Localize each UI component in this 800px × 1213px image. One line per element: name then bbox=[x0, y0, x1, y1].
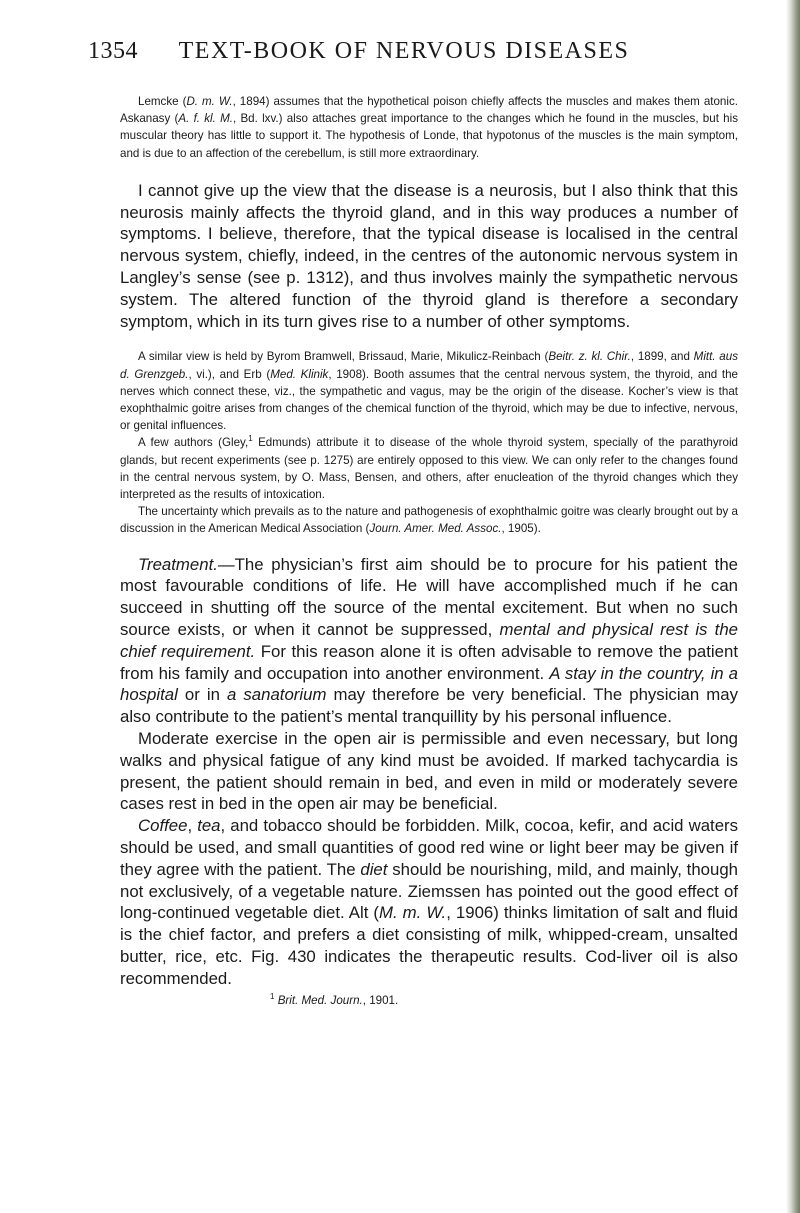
text-span: The uncertainty which prevails as to the nature and pathogenesis of exophthalmic goitre was clearly brought out by a discussion in the American Medical Association ( bbox=[120, 505, 738, 536]
footnote-marker: 1 bbox=[270, 991, 275, 1001]
page-header bbox=[70, 38, 738, 68]
paragraph-exercise bbox=[120, 728, 738, 815]
text-span: , Bd. lxv.) also attaches great importance to the changes which he found in the muscles, but his muscular theory has little to support it. The hypothesis of Londe, that hypotonus of the muscles is the main symptom, and is due to an affection of the cerebellum, is still more extraordinary. bbox=[120, 112, 738, 160]
italic-span: diet bbox=[360, 859, 388, 879]
text-span: , vi.), and Erb ( bbox=[188, 367, 271, 381]
italic-span: Mitt. aus d. Grenzgeb. bbox=[120, 350, 739, 381]
text-span: A few authors (Gley, bbox=[138, 436, 249, 450]
text-span: , 1901. bbox=[362, 993, 399, 1007]
text-span: Moderate exercise in the open air is permissible and even necessary, but long walks and physical fatigue of any kind must be avoided. If marked tachycardia is present, the patient should remain in bed, and even in mild or moderately severe cases rest in bed in the open air may be beneficial. bbox=[120, 729, 738, 814]
text-span: may therefore be very beneficial. The physician may also contribute to the patient’s mental tranquillity by his personal influence. bbox=[120, 685, 738, 727]
paragraph-diet bbox=[120, 815, 738, 989]
footnote-marker: 1 bbox=[248, 434, 253, 444]
text-span: , 1899, and bbox=[630, 350, 694, 364]
text-span: Edmunds) attribute it to disease of the whole thyroid system, specially of the parathyroid glands, but recent experiments (see p. 1275) are entirely opposed to this view. We can only refer to the changes found in the central nervous system, by O. Mass, Bensen, and others, after enucleation of the thyroid changes which they interpreted as the results of intoxication. bbox=[120, 436, 738, 502]
paragraph-theories-lemcke bbox=[120, 93, 738, 162]
italic-span: M. m. W. bbox=[378, 903, 447, 923]
page-number: 1354 bbox=[88, 38, 138, 64]
italic-span: D. m. W. bbox=[186, 95, 233, 108]
text-span: A similar view is held by Byrom Bramwell, Brissaud, Marie, Mikulicz-Reinbach ( bbox=[138, 350, 549, 364]
italic-span: A stay in the country, in a hospital bbox=[120, 663, 738, 705]
text-span: , and tobacco should be forbidden. Milk, cocoa, kefir, and acid waters should be used, and small quantities of good red wine or light beer may be given if they agree with the patient. The bbox=[120, 816, 738, 879]
paragraph-parathyroid bbox=[120, 434, 738, 503]
paragraph-author-view bbox=[120, 180, 738, 333]
text-span: , 1906) thinks limitation of salt and fluid is the chief factor, and prefers a diet consisting of milk, whipped-cream, unsalted butter, rice, etc. Fig. 430 indicates the therapeutic results. Cod-liver oil is also recommended. bbox=[120, 903, 738, 988]
footnote bbox=[270, 991, 738, 1007]
italic-span: Brit. Med. Journ. bbox=[277, 993, 363, 1007]
italic-span: Beitr. z. kl. Chir. bbox=[548, 350, 631, 364]
text-span: or in bbox=[177, 685, 228, 705]
italic-span: mental and physical rest is the chief requirement. bbox=[120, 620, 738, 661]
text-span: Lemcke ( bbox=[138, 95, 187, 108]
italic-span: tea bbox=[197, 816, 221, 836]
text-span: I cannot give up the view that the disease is a neurosis, but I also think that this neurosis mainly affects the thyroid gland, and in this way produces a number of symptoms. I believe, therefore, that the typical disease is localised in the central nervous system, chiefly, indeed, in the centres of the autonomic nervous system in Langley’s sense (see p. 1312), and thus involves mainly the sympathetic nervous system. The altered function of the thyroid gland is therefore a secondary symptom, which in its turn gives rise to a number of other symptoms. bbox=[120, 180, 738, 331]
text-span: For this reason alone it is often advisable to remove the patient from his family and occupation into another environment. bbox=[120, 641, 738, 683]
italic-span: Coffee bbox=[138, 816, 188, 836]
italic-span: Med. Klinik bbox=[270, 367, 329, 381]
italic-span: Journ. Amer. Med. Assoc. bbox=[369, 522, 502, 536]
italic-span: Treatment. bbox=[138, 554, 218, 574]
paragraph-treatment bbox=[120, 554, 738, 728]
paragraph-similar-view bbox=[120, 348, 738, 434]
paragraph-uncertainty bbox=[120, 503, 738, 537]
page-edge-shadow bbox=[786, 0, 800, 1213]
text-span: , bbox=[187, 816, 198, 836]
text-span: should be nourishing, mild, and mainly, though not exclusively, of a vegetable nature. Ziemssen has pointed out the good effect of long-continued vegetable diet. Alt ( bbox=[120, 859, 738, 923]
text-span: , 1894) assumes that the hypothetical poison chiefly affects the muscles and makes them atonic. Askanasy ( bbox=[120, 95, 738, 126]
italic-span: A. f. kl. M. bbox=[178, 112, 233, 126]
text-span: —The physician’s first aim should be to procure for his patient the most favourable conditions of life. He will have accomplished much if he can succeed in shutting off the source of the mental excitement. But when no such source exists, or when it cannot be suppressed, bbox=[120, 554, 738, 640]
text-span: , 1908). Booth assumes that the central nervous system, the thyroid, and the nerves which connect these, viz., the sympathetic and vagus, may be the origin of the disease. Kocher’s view is that exophthalmic goitre arises from changes of the chemical function of the thyroid, which may be due to infective, nervous, or genital influences. bbox=[120, 367, 738, 433]
text-span: , 1905). bbox=[501, 522, 541, 536]
running-title: TEXT-BOOK OF NERVOUS DISEASES bbox=[178, 38, 630, 64]
italic-span: a sanatorium bbox=[227, 685, 327, 705]
page-body bbox=[120, 93, 738, 1007]
